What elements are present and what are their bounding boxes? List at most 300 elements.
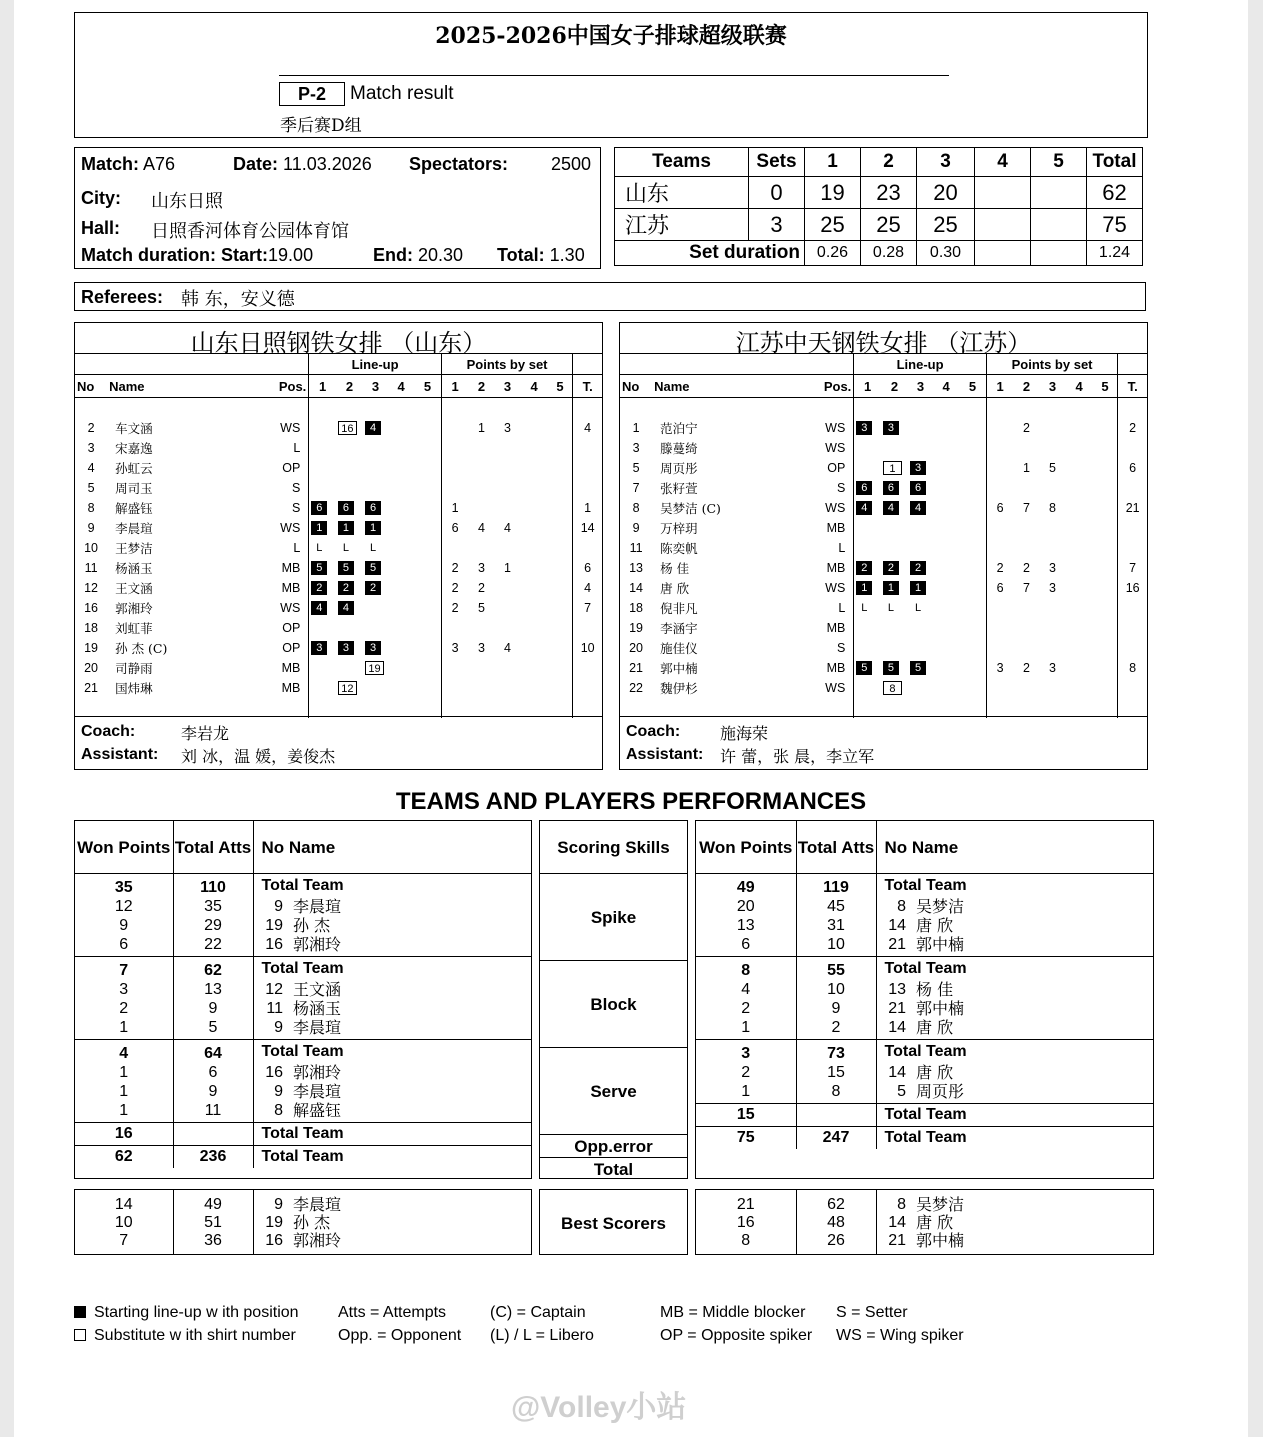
lineup-cell [881,418,908,438]
points-cell [548,518,573,538]
lineup-cell [363,558,388,578]
skill-row [540,1135,687,1158]
total-atts: 110 [173,874,253,898]
starting-position-badge: 4 [311,601,327,615]
duration-label: Match duration: [81,245,216,265]
total-atts: 35 [173,897,253,916]
perf-total-row [75,1146,531,1169]
player-position: MB [266,558,309,578]
points-cell: 1 [477,421,485,435]
player-row [620,598,1147,618]
starting-position-badge: 3 [311,641,327,655]
points-cell: 3 [1049,661,1056,675]
lineup-cell [908,458,933,478]
points-cell [1093,578,1118,598]
set-duration-label: Set duration [615,241,805,266]
player-name: 万梓玥 [660,521,698,536]
player-number: 22 [629,681,643,695]
team-away-coaches [620,716,1147,769]
match-date: 11.03.2026 [283,154,372,174]
won-points: 10 [75,1214,173,1232]
libero-mark: L [369,542,377,555]
lineup-cell [414,658,441,678]
points-cell [1093,418,1118,438]
lineup-cell [854,538,881,558]
points-cell [1093,558,1118,578]
points-cell [1066,498,1093,518]
spacer-cell [986,398,1117,419]
points-cell: 2 [451,601,459,615]
best-scorer-row [696,1232,1153,1250]
score-set4 [975,177,1031,209]
player-name: 郭中楠 [916,999,965,1018]
lineup-cell [908,418,933,438]
legend-item: Opp. = Opponent [338,1327,462,1344]
score-sets: 3 [749,209,805,241]
team-away-panel [619,322,1148,770]
points-cell [521,598,548,618]
lineup-cell [388,458,414,478]
player-row [75,638,602,658]
starting-position-badge: 1 [856,581,872,595]
player-position: MB [811,558,854,578]
player-name: 杨涵玉 [115,561,153,576]
score-col-2: 2 [861,148,917,177]
lineup-cell [854,618,881,638]
points-cell [521,478,548,498]
team-home-coaches [75,716,602,769]
lineup-cell [363,458,388,478]
assistant-names: 刘 冰，温 媛，姜俊杰 [181,747,336,766]
player-position: WS [811,578,854,598]
legend-col-3 [490,1301,594,1347]
lineup-cell [336,618,363,638]
team-home-roster [75,354,602,718]
col-points-set: 1 [441,375,468,398]
total-atts: 62 [796,1190,876,1214]
player-number: 10 [84,541,98,555]
legend-col-5 [836,1301,964,1347]
player-number: 14 [888,1064,906,1081]
points-cell [1066,438,1093,458]
player-row [620,518,1147,538]
substitute-badge: 8 [883,681,902,695]
player-total: 6 [584,561,592,575]
player-total: 7 [584,601,592,615]
points-cell [441,478,468,498]
spacer-cell [573,698,602,718]
total-atts: 13 [173,980,253,999]
player-number: 20 [84,661,98,675]
player-name: 倪非凡 [660,601,698,616]
points-cell [548,678,573,698]
col-points-set: 5 [548,375,573,398]
won-points: 2 [696,1063,796,1082]
player-name: 李涵宇 [660,621,698,636]
points-cell: 1 [451,501,459,515]
player-number: 16 [84,601,98,615]
col-lineup-set: 2 [336,375,363,398]
col-points-set: 1 [986,375,1013,398]
end-time: 20.30 [418,245,464,265]
points-cell [1093,538,1118,558]
lineup-cell [959,598,986,618]
spacer-cell [854,398,987,419]
points-cell [986,618,1013,638]
perf-row [75,980,531,999]
player-number: 11 [266,1000,283,1017]
best-scorer-row [75,1214,531,1232]
col-pos: Pos. [266,375,309,398]
player-name: 杨 佳 [916,980,954,999]
lineup-cell [854,558,881,578]
lineup-cell [309,418,336,438]
player-row [75,498,602,518]
total-team-label: Total Team [253,874,531,898]
player-row [75,518,602,538]
lineup-cell [854,518,881,538]
total-atts: 62 [173,957,253,981]
player-number: 19 [265,917,283,934]
spacer-cell [253,1250,531,1254]
points-cell [986,538,1013,558]
lineup-cell [336,498,363,518]
lineup-cell [959,658,986,678]
spacer-cell [1118,698,1147,718]
points-cell [1093,598,1118,618]
player-number: 8 [897,898,906,915]
player-total: 10 [580,641,595,655]
total-team-label: Total Team [253,1040,531,1064]
watermark: @Volley小站 [511,1391,687,1424]
player-number: 9 [632,521,640,535]
won-points: 8 [696,957,796,981]
points-cell [1013,518,1039,538]
points-cell [494,658,520,678]
lineup-cell [363,518,388,538]
legend-col-2 [338,1301,461,1347]
total-atts: 73 [796,1040,876,1064]
col-won-points: Won Points [75,821,173,874]
player-number: 1 [632,421,640,435]
points-cell [468,538,494,558]
end-label: End: [373,245,413,265]
player-position: S [266,498,309,518]
starting-position-badge: 2 [311,581,327,595]
lineup-cell [908,438,933,458]
total-atts: 236 [173,1146,253,1169]
points-header: Points by set [986,354,1117,375]
player-name: 王文涵 [115,581,153,596]
lineup-cell [363,598,388,618]
starting-position-badge: 2 [365,581,381,595]
won-points: 3 [75,980,173,999]
total-atts: 51 [173,1214,253,1232]
player-number: 9 [274,898,283,915]
player-name: 解盛钰 [115,501,153,516]
player-position: S [811,478,854,498]
points-cell [986,678,1013,698]
perf-row [75,1063,531,1082]
lineup-cell [363,478,388,498]
points-cell [521,658,548,678]
points-cell [1039,478,1065,498]
player-position: WS [811,418,854,438]
lineup-cell [414,498,441,518]
player-name: 魏伊杉 [660,681,698,696]
lineup-cell [933,418,959,438]
player-total: 4 [584,581,592,595]
header-box [74,12,1148,138]
player-row [75,478,602,498]
match-number: A76 [143,154,176,174]
lineup-cell [336,658,363,678]
perf-row [696,1018,1153,1040]
points-cell [1066,618,1093,638]
points-cell [1039,638,1065,658]
spacer-cell [75,1250,173,1254]
won-points: 7 [75,957,173,981]
points-cell [1013,538,1039,558]
player-name: 唐 欣 [916,1018,954,1037]
assistant-label: Assistant: [81,746,159,763]
player-total [573,438,602,458]
city-value: 山东日照 [151,191,223,212]
points-cell [441,458,468,478]
total-atts: 9 [796,999,876,1018]
points-header: Points by set [441,354,572,375]
total-atts: 64 [173,1040,253,1064]
score-row-home [615,177,1143,209]
total-team-label: Total Team [253,957,531,981]
lineup-cell [881,438,908,458]
player-total [573,658,602,678]
lineup-cell [881,598,908,618]
col-lineup-set: 3 [363,375,388,398]
lineup-cell [414,538,441,558]
starting-position-badge: 3 [338,641,354,655]
player-number: 16 [265,1064,283,1081]
lineup-cell [309,578,336,598]
starting-position-badge: 3 [910,461,926,475]
referees-box [74,282,1146,311]
lineup-cell [363,678,388,698]
player-name: 王梦洁 [115,541,153,556]
points-cell: 1 [504,561,511,575]
lineup-cell [854,458,881,478]
performance-title: TEAMS AND PLAYERS PERFORMANCES [395,788,867,815]
perf-row [696,980,1153,999]
spacer-cell [573,398,602,419]
lineup-cell [908,598,933,618]
perf-skills-table [539,820,688,1179]
won-points: 62 [75,1146,173,1169]
assistant-names: 许 蕾，张 晨，李立军 [720,747,875,766]
best-filler [696,1250,1153,1254]
points-cell: 2 [1022,561,1030,575]
won-points: 12 [75,897,173,916]
total-atts: 15 [796,1063,876,1082]
player-number: 16 [265,936,283,953]
lineup-cell [336,598,363,618]
libero-mark: L [316,542,323,555]
player-name: 孙 杰 [293,916,331,935]
points-cell [1066,478,1093,498]
perf-row [696,916,1153,935]
starting-position-badge: 6 [365,501,381,515]
perf-opp_error-row [75,1123,531,1146]
player-position: WS [811,438,854,458]
col-no-name: No Name [884,837,959,857]
points-cell [1039,438,1065,458]
points-cell: 3 [1049,581,1056,595]
player-position: OP [266,638,309,658]
set-duration-1: 0.26 [805,241,861,266]
header-spacer [75,354,309,375]
set-duration-5 [1031,241,1087,266]
points-cell: 4 [504,641,511,655]
skill-row [540,1158,687,1181]
lineup-cell [336,578,363,598]
starting-position-badge: 5 [883,661,899,675]
score-table [614,147,1143,266]
starting-position-badge: 1 [883,581,899,595]
starting-position-badge: 1 [910,581,926,595]
player-position: OP [266,618,309,638]
lineup-cell [336,558,363,578]
league-title: 2025-2026中国女子排球超级联赛 [435,23,787,49]
lineup-cell [933,518,959,538]
player-name: 周页彤 [916,1082,965,1101]
score-set5 [1031,177,1087,209]
player-total: 21 [1125,501,1140,515]
best-scorer-row [75,1190,531,1214]
legend-col-4 [660,1301,812,1347]
score-col-3: 3 [917,148,975,177]
points-cell [1066,538,1093,558]
team-home-name: 山东日照钢铁女排 （山东） [75,323,602,354]
col-no-name: No Name [261,837,336,857]
perf-row [696,935,1153,957]
total-team-label: Total Team [876,1040,1153,1064]
player-name: 王文涵 [293,980,342,999]
lineup-cell [908,638,933,658]
starting-position-badge: 5 [365,561,381,575]
player-number: 11 [629,541,643,555]
perf-row [75,897,531,916]
lineup-cell [388,618,414,638]
col-lineup-set: 2 [881,375,908,398]
lineup-cell [881,498,908,518]
player-name: 郭湘玲 [293,1063,342,1082]
points-cell [1013,638,1039,658]
player-position: MB [811,618,854,638]
player-number: 9 [274,1019,283,1036]
player-row [620,558,1147,578]
points-cell [1039,518,1065,538]
points-cell [441,658,468,678]
points-cell [1093,438,1118,458]
lineup-cell [388,638,414,658]
player-number: 12 [265,981,283,998]
empty-square-icon [74,1329,86,1341]
points-cell: 5 [1049,461,1056,475]
starting-position-badge: 5 [338,561,354,575]
points-cell: 5 [477,601,485,615]
total-time: 1.30 [549,245,585,265]
match-label: Match: [81,154,139,174]
lineup-cell [336,438,363,458]
lineup-cell [309,538,336,558]
points-cell [548,618,573,638]
player-number: 13 [888,981,906,998]
lineup-cell [933,538,959,558]
player-name: 李晨瑄 [293,1195,342,1214]
won-points: 14 [75,1190,173,1214]
player-name: 刘虹菲 [115,621,153,636]
col-lineup-set: 3 [908,375,933,398]
lineup-cell [908,498,933,518]
points-cell [548,638,573,658]
points-cell [1013,478,1039,498]
lineup-cell [414,618,441,638]
starting-position-badge: 4 [365,421,381,435]
lineup-cell [908,578,933,598]
player-row [75,658,602,678]
points-cell: 2 [1022,661,1030,675]
player-number: 5 [87,481,95,495]
player-number: 3 [632,441,640,455]
coach-name: 李岩龙 [181,724,230,743]
spacer-cell [796,1250,876,1254]
lineup-cell [933,558,959,578]
col-name: Name [107,375,266,398]
hall-label: Hall: [81,218,121,238]
total-team-label: Total Team [253,1123,531,1146]
player-number: 21 [84,681,98,695]
substitute-badge: 19 [365,661,384,675]
start-time: 19.00 [268,245,314,265]
player-name: 吴梦洁 (C) [660,501,721,516]
points-cell [1039,418,1065,438]
won-points: 21 [696,1190,796,1214]
won-points: 35 [75,874,173,898]
player-total [573,618,602,638]
points-cell [986,438,1013,458]
spacer-cell [75,398,309,419]
score-header-row [615,148,1143,177]
player-number: 12 [84,581,98,595]
best-away-table [695,1189,1154,1255]
player-position: MB [811,518,854,538]
player-position: L [266,438,309,458]
lineup-cell [933,478,959,498]
player-total [1118,478,1147,498]
score-sets: 0 [749,177,805,209]
player-number: 21 [629,661,643,675]
libero-mark: L [914,602,922,615]
score-set4 [975,209,1031,241]
points-cell [986,478,1013,498]
skills-header-row [540,821,687,874]
points-cell [548,558,573,578]
player-number: 21 [888,1000,906,1017]
lineup-cell [854,498,881,518]
player-name: 周司玉 [115,481,153,496]
best-filler [75,1250,531,1254]
set-duration-row [615,241,1143,266]
points-cell: 2 [451,581,459,595]
